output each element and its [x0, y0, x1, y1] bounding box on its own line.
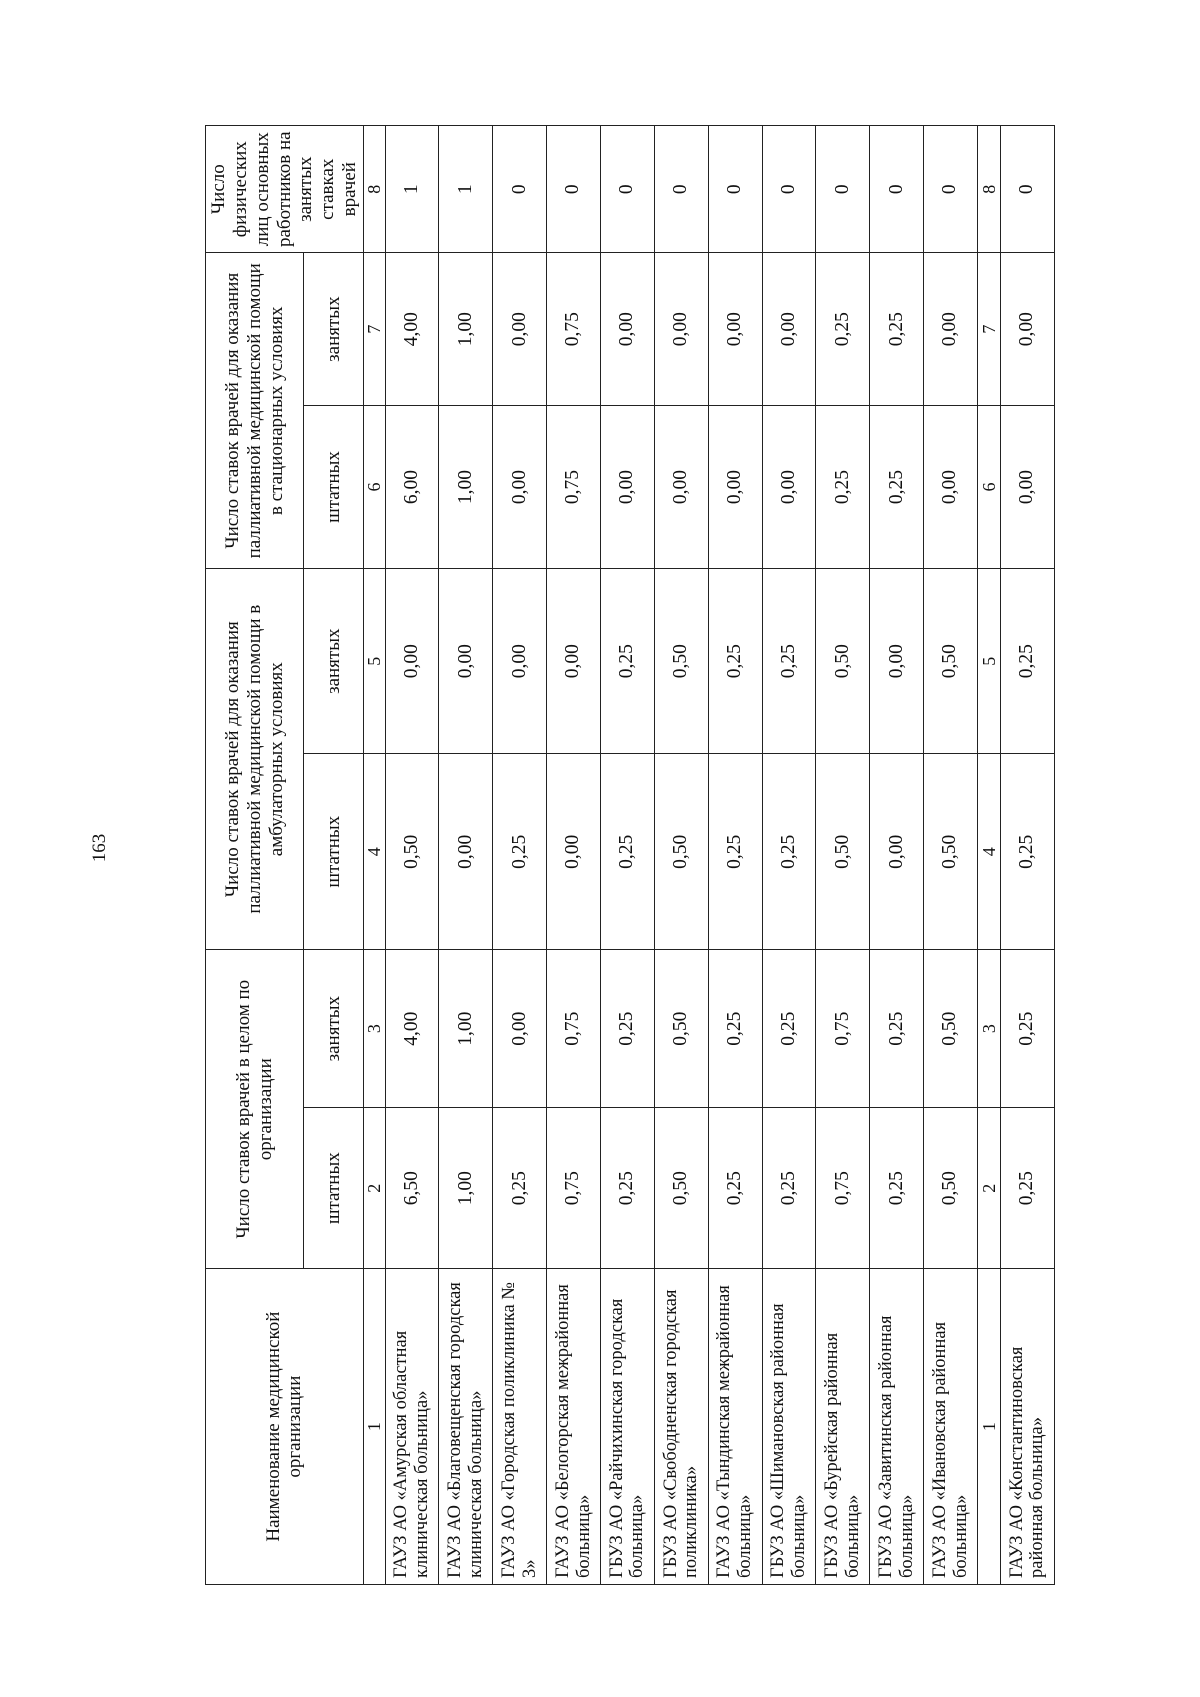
value-cell: 0,50 — [924, 754, 978, 950]
value-cell: 0,50 — [654, 950, 708, 1108]
value-cell: 0,25 — [816, 405, 870, 568]
value-cell: 0,25 — [601, 1108, 655, 1269]
value-cell: 0 — [708, 126, 762, 253]
org-name-cell: ГАУЗ АО «Городская поликлиника № 3» — [493, 1269, 547, 1585]
org-name-cell: ГБУЗ АО «Райчихинская городская больница» — [601, 1269, 655, 1585]
header-inpatient: Число ставок врачей для оказания паллиативной медицинской помощи в стационарных условиях — [206, 253, 304, 569]
header-org-name: Наименование медицинской организации — [206, 1269, 364, 1585]
table-row — [708, 126, 762, 1585]
value-cell: 0,00 — [439, 569, 493, 754]
table-row — [816, 126, 870, 1585]
column-number: 1 — [978, 1269, 1001, 1585]
palliative-staff-table — [205, 125, 1055, 1585]
column-number: 6 — [363, 405, 385, 568]
value-cell: 0,25 — [1000, 569, 1054, 754]
org-name-cell: ГАУЗ АО «Константиновская районная больница» — [1000, 1269, 1054, 1585]
value-cell: 0,25 — [762, 950, 816, 1108]
subheader-occupied: занятых — [304, 569, 364, 754]
value-cell: 6,00 — [385, 405, 439, 568]
value-cell: 0,75 — [816, 1108, 870, 1269]
value-cell: 0,00 — [1000, 405, 1054, 568]
subheader-staff: штатных — [304, 1108, 364, 1269]
value-cell: 0,50 — [816, 754, 870, 950]
value-cell: 0,50 — [654, 569, 708, 754]
page-number: 163 — [89, 833, 110, 863]
value-cell: 4,00 — [385, 253, 439, 405]
value-cell: 0,00 — [493, 569, 547, 754]
org-name-cell: ГАУЗ АО «Благовещенская городская клиническая больница» — [439, 1269, 493, 1585]
column-number: 5 — [978, 569, 1001, 754]
value-cell: 1,00 — [439, 950, 493, 1108]
table-row — [870, 126, 924, 1585]
subheader-staff: штатных — [304, 405, 364, 568]
column-number: 8 — [978, 126, 1001, 253]
column-number: 7 — [978, 253, 1001, 405]
value-cell: 0,25 — [762, 569, 816, 754]
value-cell: 0 — [601, 126, 655, 253]
value-cell: 0,25 — [708, 754, 762, 950]
value-cell: 0,00 — [762, 253, 816, 405]
table-row — [1000, 126, 1054, 1585]
value-cell: 0,25 — [1000, 1108, 1054, 1269]
value-cell: 0,00 — [601, 253, 655, 405]
value-cell: 0,00 — [870, 754, 924, 950]
value-cell: 1 — [439, 126, 493, 253]
value-cell: 0,25 — [1000, 950, 1054, 1108]
value-cell: 0 — [924, 126, 978, 253]
org-name-cell: ГБУЗ АО «Бурейская районная больница» — [816, 1269, 870, 1585]
column-number: 2 — [363, 1108, 385, 1269]
table-row — [547, 126, 601, 1585]
value-cell: 0 — [547, 126, 601, 253]
value-cell: 4,00 — [385, 950, 439, 1108]
table-row — [924, 126, 978, 1585]
value-cell: 0,25 — [708, 950, 762, 1108]
org-name-cell: ГАУЗ АО «Тындинская межрайонная больница» — [708, 1269, 762, 1585]
value-cell: 0,00 — [1000, 253, 1054, 405]
column-number: 1 — [363, 1269, 385, 1585]
value-cell: 0,75 — [547, 405, 601, 568]
column-number: 3 — [363, 950, 385, 1108]
value-cell: 0,25 — [601, 569, 655, 754]
column-number: 7 — [363, 253, 385, 405]
table-row — [601, 126, 655, 1585]
value-cell: 0,50 — [385, 754, 439, 950]
value-cell: 0,00 — [493, 253, 547, 405]
value-cell: 0,00 — [708, 253, 762, 405]
value-cell: 0,75 — [816, 950, 870, 1108]
org-name-cell: ГАУЗ АО «Ивановская районная больница» — [924, 1269, 978, 1585]
column-number: 3 — [978, 950, 1001, 1108]
value-cell: 0,25 — [762, 1108, 816, 1269]
org-name-cell: ГБУЗ АО «Свободненская городская поликлиника» — [654, 1269, 708, 1585]
org-name-cell: ГАУЗ АО «Белогорская межрайонная больница» — [547, 1269, 601, 1585]
column-number-row — [363, 126, 385, 1585]
column-number: 6 — [978, 405, 1001, 568]
value-cell: 0,75 — [547, 253, 601, 405]
table-row — [439, 126, 493, 1585]
value-cell: 0,25 — [870, 1108, 924, 1269]
value-cell: 0,25 — [493, 754, 547, 950]
value-cell: 0 — [654, 126, 708, 253]
value-cell: 0,00 — [385, 569, 439, 754]
header-org-total: Число ставок врачей в целом по организации — [206, 950, 304, 1269]
value-cell: 0,25 — [870, 405, 924, 568]
header-physical-persons: Число физических лиц основных работников на занятых ставках врачей — [206, 126, 364, 253]
table-row — [654, 126, 708, 1585]
value-cell: 0,00 — [924, 405, 978, 568]
value-cell: 0,00 — [493, 950, 547, 1108]
value-cell: 0,00 — [762, 405, 816, 568]
value-cell: 0,25 — [870, 253, 924, 405]
subheader-occupied: занятых — [304, 950, 364, 1108]
value-cell: 1,00 — [439, 1108, 493, 1269]
value-cell: 0,50 — [654, 1108, 708, 1269]
column-number-row — [978, 126, 1001, 1585]
org-name-cell: ГБУЗ АО «Шимановская районная больница» — [762, 1269, 816, 1585]
value-cell: 0,50 — [816, 569, 870, 754]
table-row — [762, 126, 816, 1585]
value-cell: 0,25 — [816, 253, 870, 405]
value-cell: 0,00 — [654, 405, 708, 568]
table-row — [385, 126, 439, 1585]
value-cell: 1,00 — [439, 253, 493, 405]
value-cell: 0,00 — [493, 405, 547, 568]
value-cell: 0 — [870, 126, 924, 253]
value-cell: 0,25 — [708, 569, 762, 754]
value-cell: 0,25 — [708, 1108, 762, 1269]
value-cell: 1 — [385, 126, 439, 253]
value-cell: 0,00 — [547, 569, 601, 754]
value-cell: 0,00 — [924, 253, 978, 405]
value-cell: 0,25 — [601, 754, 655, 950]
value-cell: 0,00 — [870, 569, 924, 754]
column-number: 4 — [978, 754, 1001, 950]
value-cell: 0,25 — [870, 950, 924, 1108]
column-number: 8 — [363, 126, 385, 253]
column-number: 2 — [978, 1108, 1001, 1269]
table-container — [205, 125, 1048, 1585]
value-cell: 0,50 — [924, 950, 978, 1108]
value-cell: 0 — [816, 126, 870, 253]
value-cell: 0,00 — [708, 405, 762, 568]
value-cell: 1,00 — [439, 405, 493, 568]
org-name-cell: ГАУЗ АО «Амурская областная клиническая больница» — [385, 1269, 439, 1585]
table-body — [385, 126, 1054, 1585]
value-cell: 0,50 — [654, 754, 708, 950]
value-cell: 0,25 — [493, 1108, 547, 1269]
value-cell: 0,25 — [601, 950, 655, 1108]
table-row — [493, 126, 547, 1585]
value-cell: 6,50 — [385, 1108, 439, 1269]
value-cell: 0 — [493, 126, 547, 253]
value-cell: 0,25 — [1000, 754, 1054, 950]
value-cell: 0,00 — [439, 754, 493, 950]
column-number: 5 — [363, 569, 385, 754]
value-cell: 0 — [762, 126, 816, 253]
value-cell: 0,00 — [601, 405, 655, 568]
header-outpatient: Число ставок врачей для оказания паллиативной медицинской помощи в амбулаторных условиях — [206, 569, 304, 950]
subheader-occupied: занятых — [304, 253, 364, 405]
value-cell: 0,25 — [762, 754, 816, 950]
value-cell: 0 — [1000, 126, 1054, 253]
column-number: 4 — [363, 754, 385, 950]
value-cell: 0,75 — [547, 1108, 601, 1269]
value-cell: 0,00 — [654, 253, 708, 405]
value-cell: 0,50 — [924, 1108, 978, 1269]
value-cell: 0,50 — [924, 569, 978, 754]
org-name-cell: ГБУЗ АО «Завитинская районная больница» — [870, 1269, 924, 1585]
value-cell: 0,00 — [547, 754, 601, 950]
value-cell: 0,75 — [547, 950, 601, 1108]
subheader-staff: штатных — [304, 754, 364, 950]
